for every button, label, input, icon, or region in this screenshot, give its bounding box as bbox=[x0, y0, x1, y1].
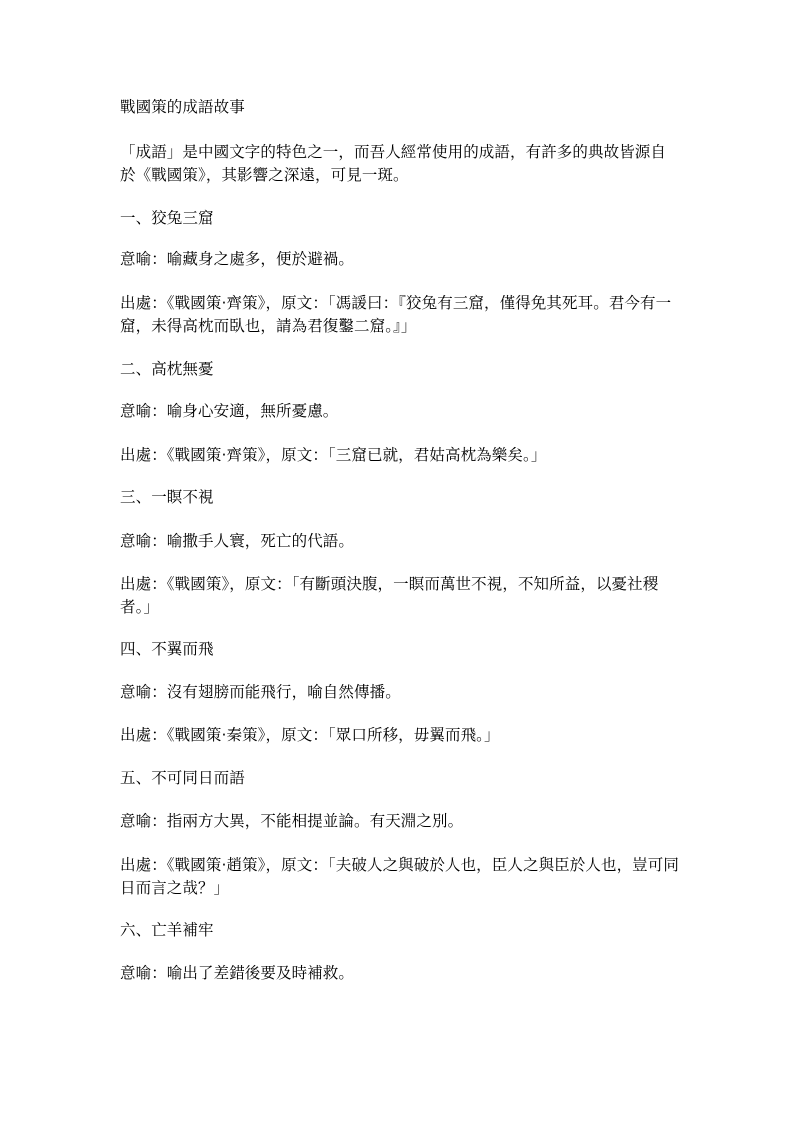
idiom-heading: 三、一瞑不視 bbox=[120, 488, 214, 506]
idiom-meaning: 意喻：喻身心安適，無所憂慮。 bbox=[120, 402, 339, 420]
document-title: 戰國策的成語故事 bbox=[120, 98, 245, 116]
idiom-meaning: 意喻：沒有翅膀而能飛行，喻自然傳播。 bbox=[120, 683, 401, 701]
idiom-meaning: 意喻：喻撒手人寰，死亡的代語。 bbox=[120, 532, 355, 550]
idiom-meaning: 意喻：指兩方大異，不能相提並論。有天淵之別。 bbox=[120, 812, 464, 830]
idiom-source: 出處：《戰國策‧趙策》，原文：「夫破人之與破於人也，臣人之與臣於人也，豈可同日而言之哉？」 bbox=[120, 856, 679, 897]
idiom-heading: 六、亡羊補牢 bbox=[120, 921, 214, 939]
idiom-heading: 四、不翼而飛 bbox=[120, 640, 214, 658]
intro-paragraph: 「成語」是中國文字的特色之一，而吾人經常使用的成語，有許多的典故皆源自於《戰國策》，其影響之深遠，可見一斑。 bbox=[120, 143, 667, 184]
idiom-heading: 一、狡兔三窟 bbox=[120, 209, 214, 227]
idiom-source: 出處：《戰國策‧秦策》，原文：「眾口所移，毋翼而飛。」 bbox=[120, 726, 500, 744]
idiom-meaning: 意喻：喻藏身之處多，便於避禍。 bbox=[120, 250, 355, 268]
idiom-source: 出處：《戰國策‧齊策》，原文：「馮諼曰：『狡兔有三窟，僅得免其死耳。君今有一窟，未得高枕而臥也，請為君復鑿二窟。』」 bbox=[120, 294, 672, 335]
idiom-meaning: 意喻：喻出了差錯後要及時補救。 bbox=[120, 964, 355, 982]
idiom-heading: 五、不可同日而語 bbox=[120, 769, 245, 787]
idiom-source: 出處：《戰國策》，原文：「有斷頭決腹，一瞑而萬世不視，不知所益，以憂社稷者。」 bbox=[120, 575, 659, 616]
idiom-heading: 二、高枕無憂 bbox=[120, 360, 214, 378]
idiom-source: 出處：《戰國策‧齊策》，原文：「三窟已就，君姑高枕為樂矣。」 bbox=[120, 446, 547, 464]
